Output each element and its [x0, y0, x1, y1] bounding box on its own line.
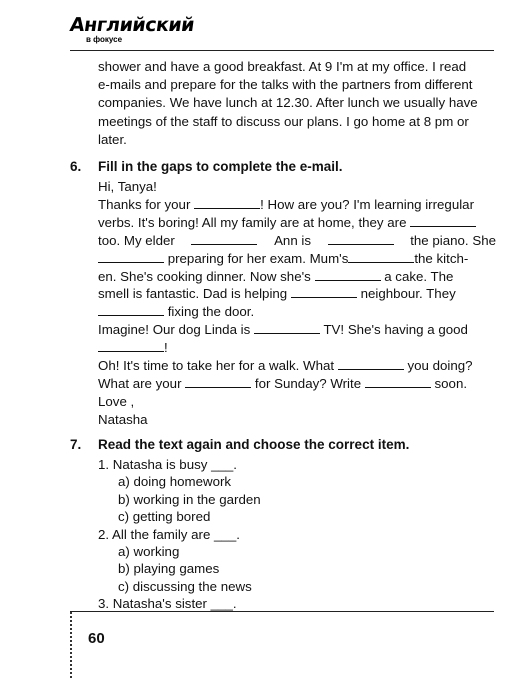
text-segment: neighbour. They	[360, 286, 456, 302]
gap-blank[interactable]	[291, 285, 357, 298]
exercise-instruction: Fill in the gaps to complete the e-mail.	[98, 159, 343, 174]
email-line	[98, 321, 496, 339]
exercise-number: 7.	[70, 437, 82, 452]
text-segment: smell is fantastic. Dad is helping	[98, 286, 288, 302]
gap-blank[interactable]	[254, 321, 320, 334]
gap-blank[interactable]	[98, 339, 164, 352]
email-closing: Love ,	[98, 393, 135, 409]
gap-blank[interactable]	[410, 214, 476, 227]
text-segment: Thanks for your	[98, 196, 191, 212]
email-line	[98, 375, 496, 393]
text-segment: Ann is	[274, 232, 312, 248]
text-segment: a cake. The	[384, 268, 454, 284]
logo-title: Английский	[68, 14, 196, 36]
text-segment: verbs. It's boring! All my family are at home, they are	[98, 214, 407, 230]
text-segment: TV! She's having a good	[323, 322, 468, 338]
gap-blank[interactable]	[185, 375, 251, 388]
text-segment: fixing the door.	[167, 304, 255, 320]
email-line	[98, 268, 496, 286]
text-segment: soon.	[434, 375, 468, 391]
gap-blank[interactable]	[328, 232, 394, 245]
footer-dotted-rule	[70, 612, 72, 678]
exercise-number: 6.	[70, 159, 82, 174]
text-segment: !	[164, 340, 168, 356]
email-line	[98, 285, 496, 303]
answer-option[interactable]: a) working	[118, 544, 180, 560]
intro-line: later.	[98, 131, 127, 147]
question-item: 3. Natasha's sister ___.	[98, 596, 237, 612]
gap-blank[interactable]	[191, 232, 257, 245]
email-line	[98, 303, 496, 321]
footer-rule	[70, 611, 494, 612]
gap-blank[interactable]	[348, 250, 414, 263]
email-line	[98, 357, 496, 375]
text-segment: too. My elder	[98, 232, 175, 248]
text-segment: the kitch-	[414, 250, 469, 266]
multiple-choice-list	[98, 456, 496, 613]
exercise-instruction: Read the text again and choose the correct item.	[98, 437, 410, 452]
email-line	[98, 214, 496, 232]
gap-blank[interactable]	[338, 357, 404, 370]
exercise-6-heading	[70, 158, 343, 176]
exercise-7-heading	[70, 436, 409, 454]
intro-line: e-mails and prepare for the talks with the partners from different	[98, 77, 473, 93]
gap-blank[interactable]	[315, 268, 381, 281]
question-item: 1. Natasha is busy ___.	[98, 457, 237, 472]
gap-blank[interactable]	[98, 303, 164, 316]
question-item: 2. All the family are ___.	[98, 526, 240, 542]
email-signature: Natasha	[98, 411, 148, 427]
text-segment: you doing?	[407, 358, 473, 374]
gap-blank[interactable]	[365, 375, 431, 388]
answer-option[interactable]: b) playing games	[118, 561, 220, 577]
email-text	[98, 178, 496, 429]
email-line	[98, 196, 496, 214]
email-greeting: Hi, Tanya!	[98, 179, 157, 194]
intro-line: shower and have a good breakfast. At 9 I'm at my office. I read	[98, 59, 467, 74]
intro-line: companies. We have lunch at 12.30. After lunch we usually have	[98, 95, 478, 111]
answer-option[interactable]: a) doing homework	[118, 474, 232, 490]
text-segment: Oh! It's time to take her for a walk. What	[98, 358, 335, 374]
page-number: 60	[88, 630, 105, 647]
gap-blank[interactable]	[194, 196, 260, 209]
email-line	[98, 232, 496, 250]
email-line	[98, 250, 496, 268]
text-segment: for Sunday? Write	[254, 375, 362, 391]
text-segment: ! How are you? I'm learning irregular	[260, 196, 474, 212]
answer-option[interactable]: c) discussing the news	[118, 578, 252, 594]
text-segment: What are your	[98, 375, 182, 391]
email-line	[98, 339, 496, 357]
answer-option[interactable]: b) working in the garden	[118, 491, 261, 507]
answer-option[interactable]: c) getting bored	[118, 509, 211, 525]
book-logo	[68, 14, 196, 50]
intro-paragraph	[98, 58, 496, 149]
intro-line: meetings of the staff to discuss our plans. I go home at 8 pm or	[98, 113, 469, 129]
logo-subtitle: в фокусе	[86, 35, 123, 44]
gap-blank[interactable]	[98, 250, 164, 263]
text-segment: preparing for her exam. Mum's	[167, 250, 349, 266]
text-segment: Imagine! Our dog Linda is	[98, 322, 251, 338]
text-segment: en. She's cooking dinner. Now she's	[98, 268, 311, 284]
text-segment: the piano. She	[410, 232, 496, 248]
header-rule	[70, 50, 494, 51]
